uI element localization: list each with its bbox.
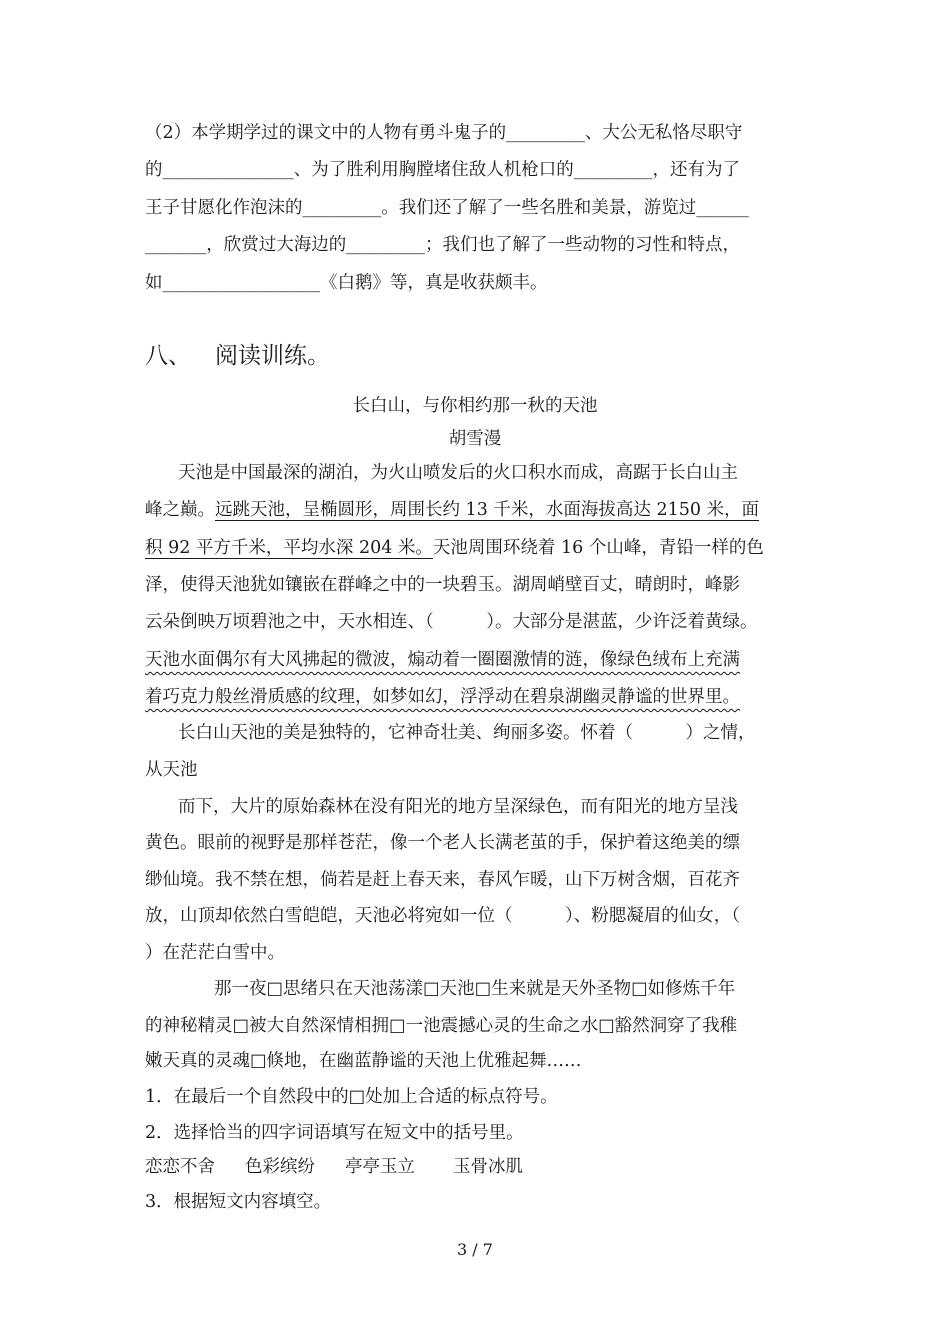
- fill-line-5: 如__________________《白鹅》等，真是收获颇丰。: [145, 273, 548, 293]
- p1-line-3: [145, 536, 764, 560]
- p1-line-2: [145, 498, 759, 522]
- section-heading: [145, 340, 330, 372]
- fill-line-1: （2）本学期学过的课文中的人物有勇斗鬼子的_________、大公无私恪尽职守: [145, 123, 743, 143]
- p3-line-3: 缈仙境。我不禁在想，倘若是赶上春天来，春风乍暖，山下万树含烟，百花齐: [145, 870, 740, 890]
- word-option: 恋恋不舍: [145, 1157, 215, 1177]
- p3-line-4: 放，山顶却依然白雪皑皑，天池必将宛如一位（ ）、粉腮凝眉的仙女，（: [145, 906, 740, 926]
- p4-line-2: 的神秘精灵□被大自然深情相拥□一池震撼心灵的生命之水□豁然洞穿了我稚: [145, 1016, 738, 1036]
- p1-wavy-line-1: 天池水面偶尔有大风拂起的微波，煽动着一圈圈激情的涟，像绿色绒布上充满: [145, 650, 740, 670]
- article-author: 胡雪漫: [448, 429, 502, 449]
- p1-line-2-text: 峰之巅。: [145, 500, 215, 520]
- p3-line-5: ）在茫茫白雪中。: [145, 943, 285, 963]
- p1-line-1: 天池是中国最深的湖泊，为火山喷发后的火口积水而成，高踞于长白山主: [178, 463, 738, 483]
- word-option: 亭亭玉立: [345, 1157, 415, 1177]
- question-1: 1．在最后一个自然段中的□处加上合适的标点符号。: [145, 1087, 558, 1107]
- p3-line-2: 黄色。眼前的视野是那样苍茫，像一个老人长满老茧的手，保护着这绝美的缥: [145, 833, 740, 853]
- section-title: 阅读训练。: [215, 343, 330, 369]
- p3-line-1: 而下，大片的原始森林在没有阳光的地方呈深绿色，而有阳光的地方呈浅: [178, 797, 738, 817]
- p1-line-5: 云朵倒映万顷碧池之中，天水相连、（ ）。大部分是湛蓝，少许泛着黄绿。: [145, 612, 758, 632]
- p1-line-3-text: 天池周围环绕着 16 个山峰，青铅一样的色: [432, 538, 764, 558]
- p1-line-4: 泽，使得天池犹如镶嵌在群峰之中的一块碧玉。湖周峭壁百丈，晴朗时，峰影: [145, 575, 740, 595]
- question-2: 2．选择恰当的四字词语填写在短文中的括号里。: [145, 1123, 524, 1143]
- fill-line-4: _______，欣赏过大海边的_________；我们也了解了一些动物的习性和特点，: [145, 235, 740, 255]
- fill-line-2: 的_______________、为了胜利用胸膛堵住敌人机枪口的_________，还有为了: [145, 160, 740, 180]
- word-option: 玉骨冰肌: [453, 1157, 523, 1177]
- word-options: [145, 1155, 553, 1179]
- p1-wavy-line-2: 着巧克力般丝滑质感的纹理，如梦如幻，浮浮动在碧泉湖幽灵静谧的世界里。: [145, 687, 740, 707]
- word-option: 色彩缤纷: [245, 1157, 315, 1177]
- p2-line-2: 从天池: [145, 760, 198, 780]
- p1-underlined-2: 积 92 平方千米，平均水深 204 米。: [145, 538, 433, 558]
- question-3: 3．根据短文内容填空。: [145, 1192, 332, 1212]
- page-number: 3 / 7: [457, 1240, 493, 1259]
- section-number: 八、: [145, 343, 191, 369]
- p4-line-3: 嫩天真的灵魂□倏地，在幽蓝静谧的天池上优雅起舞……: [145, 1051, 582, 1071]
- p4-line-1: 那一夜□思绪只在天池荡漾□天池□生来就是天外圣物□如修炼千年: [214, 979, 736, 999]
- fill-line-3: 王子甘愿化作泡沫的_________。我们还了解了一些名胜和美景，游览过______: [145, 198, 749, 218]
- p2-line-1: 长白山天池的美是独特的，它神奇壮美、绚丽多姿。怀着（ ）之情，: [178, 723, 756, 743]
- article-title: 长白山，与你相约那一秋的天池: [352, 396, 598, 416]
- p1-underlined-1: 远跳天池，呈椭圆形，周围长约 13 千米，水面海拔高达 2150 米，面: [215, 500, 760, 520]
